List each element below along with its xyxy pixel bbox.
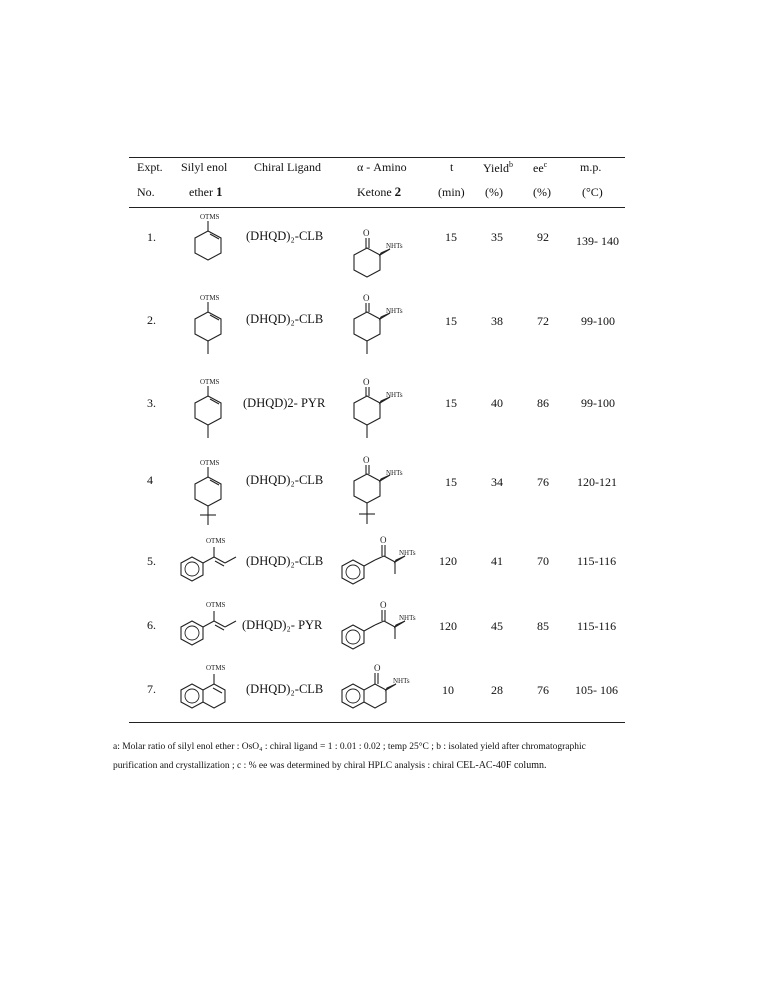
- row-6-yield: 45: [491, 619, 503, 633]
- otms-label: OTMS: [200, 213, 220, 221]
- nhts-label: NHTs: [393, 677, 410, 685]
- row-1-ligand: (DHQD)₂-CLB: [246, 229, 324, 243]
- nhts-label: NHTs: [386, 391, 403, 399]
- row-6-silyl-enol-ether-structure: [176, 597, 256, 647]
- row-5-mp: 115-116: [577, 554, 617, 568]
- header-ketone: Ketone 2: [357, 184, 402, 199]
- row-6-no: 6.: [147, 618, 156, 632]
- row-3-yield: 40: [491, 396, 503, 410]
- row-5-amino-ketone-structure: [337, 532, 427, 588]
- row-1-t: 15: [445, 230, 457, 244]
- row-6-ee: 85: [537, 619, 549, 633]
- row-3-ligand: (DHQD)2- PYR: [243, 396, 326, 410]
- row-2-t: 15: [445, 314, 457, 328]
- row-1-silyl-enol-ether-structure: [180, 207, 240, 269]
- nhts-label: NHTs: [386, 242, 403, 250]
- row-6-mp: 115-116: [577, 619, 617, 633]
- row-5-ligand: (DHQD)₂-CLB: [246, 554, 324, 568]
- row-4-amino-ketone-structure: [340, 452, 420, 536]
- header-alpha-amino: α - Amino: [357, 160, 407, 174]
- row-7-ee: 76: [537, 683, 549, 697]
- table-footnote: [113, 738, 673, 775]
- row-5-ee: 70: [537, 554, 549, 568]
- row-5-silyl-enol-ether-structure: [176, 533, 256, 583]
- otms-label: OTMS: [206, 664, 226, 672]
- row-4-t: 15: [445, 475, 457, 489]
- header-yield: Yield$^b$: [483, 160, 513, 175]
- row-4-silyl-enol-ether-structure: [180, 455, 240, 535]
- row-4-ee: 76: [537, 475, 549, 489]
- header-ee-pct: (%): [533, 185, 551, 199]
- oxygen-label: O: [374, 663, 381, 673]
- row-5-t: 120: [439, 554, 457, 568]
- header-mp-unit: (°C): [582, 185, 603, 199]
- row-3-silyl-enol-ether-structure: [180, 374, 240, 446]
- oxygen-label: O: [363, 377, 370, 387]
- header-no: No.: [137, 185, 155, 199]
- otms-label: OTMS: [200, 459, 220, 467]
- row-3-t: 15: [445, 396, 457, 410]
- header-min: (min): [438, 185, 465, 199]
- header-ether: ether 1: [189, 184, 223, 199]
- table-bottom-rule: [129, 722, 625, 723]
- row-6-amino-ketone-structure: [337, 597, 427, 653]
- row-2-ee: 72: [537, 314, 549, 328]
- row-1-amino-ketone-structure: [340, 224, 420, 286]
- header-expt: Expt.: [137, 160, 163, 174]
- row-2-no: 2.: [147, 313, 156, 327]
- otms-label: OTMS: [200, 294, 220, 302]
- header-chiral-ligand: Chiral Ligand: [254, 160, 321, 174]
- row-1-mp: 139- 140: [576, 234, 619, 248]
- row-4-ligand: (DHQD)₂-CLB: [246, 473, 324, 487]
- row-7-yield: 28: [491, 683, 503, 697]
- row-2-ligand: (DHQD)₂-CLB: [246, 312, 324, 326]
- otms-label: OTMS: [206, 537, 226, 545]
- otms-label: OTMS: [200, 378, 220, 386]
- row-7-amino-ketone-structure: [337, 660, 427, 712]
- header-ee: $ee^c$: [533, 160, 548, 175]
- row-4-yield: 34: [491, 475, 503, 489]
- oxygen-label: O: [363, 293, 370, 303]
- row-3-ee: 86: [537, 396, 549, 410]
- oxygen-label: O: [363, 228, 370, 238]
- row-1-no: 1.: [147, 230, 156, 244]
- row-3-no: 3.: [147, 396, 156, 410]
- oxygen-label: O: [380, 535, 387, 545]
- nhts-label: NHTs: [399, 614, 416, 622]
- row-4-mp: 120-121: [577, 475, 617, 489]
- row-2-silyl-enol-ether-structure: [180, 290, 240, 362]
- row-7-t: 10: [442, 683, 454, 697]
- header-silyl-enol: Silyl enol: [181, 160, 228, 174]
- row-7-mp: 105- 106: [575, 683, 618, 697]
- row-1-yield: 35: [491, 230, 503, 244]
- header-mp: m.p.: [580, 160, 602, 174]
- row-7-ligand: (DHQD)₂-CLB: [246, 682, 324, 696]
- row-7-no: 7.: [147, 682, 156, 696]
- table-top-rule: [129, 157, 625, 158]
- header-t: t: [450, 160, 454, 174]
- row-4-no: 4: [147, 473, 153, 487]
- row-2-yield: 38: [491, 314, 503, 328]
- nhts-label: NHTs: [386, 469, 403, 477]
- row-6-ligand: (DHQD)₂- PYR: [242, 618, 323, 632]
- row-2-mp: 99-100: [581, 314, 615, 328]
- row-3-amino-ketone-structure: [340, 374, 420, 446]
- oxygen-label: O: [363, 455, 370, 465]
- header-yield-pct: (%): [485, 185, 503, 199]
- row-1-ee: 92: [537, 230, 549, 244]
- footnote-line-1: a: Molar ratio of silyl enol ether : OsO₄ : chiral ligand = 1 : 0.01 : 0.02 ; temp 25°C ; b : isolated yield after chromatographic: [113, 742, 586, 752]
- row-3-mp: 99-100: [581, 396, 615, 410]
- nhts-label: NHTs: [386, 307, 403, 315]
- row-6-t: 120: [439, 619, 457, 633]
- oxygen-label: O: [380, 600, 387, 610]
- footnote-line-2: purification and crystallization ; c : % ee was determined by chiral HPLC analysis : chiral CEL-AC-40F column.: [113, 760, 547, 772]
- row-2-amino-ketone-structure: [340, 290, 420, 362]
- nhts-label: NHTs: [399, 549, 416, 557]
- otms-label: OTMS: [206, 601, 226, 609]
- row-7-silyl-enol-ether-structure: [176, 660, 256, 710]
- row-5-no: 5.: [147, 554, 156, 568]
- row-5-yield: 41: [491, 554, 503, 568]
